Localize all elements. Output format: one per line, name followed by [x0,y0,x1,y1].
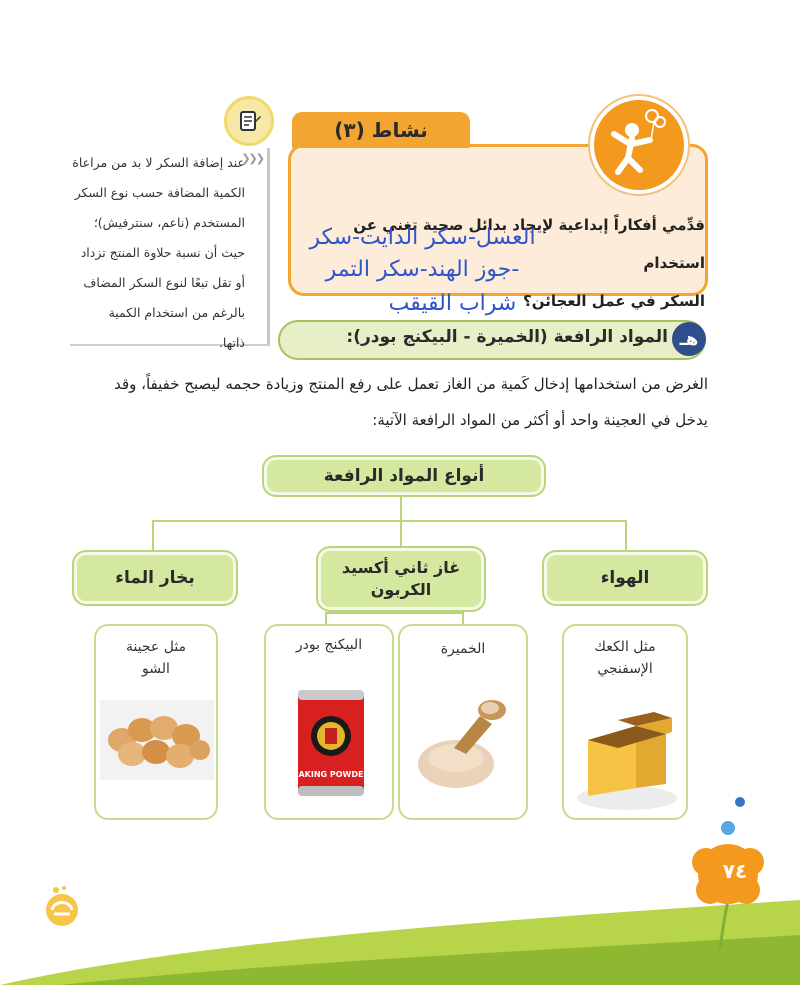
activity-title: نشاط (٣) [292,112,470,148]
category-steam: بخار الماء [74,552,236,604]
category-co2: غاز ثاني أكسيد الكربون [318,548,484,610]
side-note-line: الكمية المضافة حسب نوع السكر [74,185,245,200]
chevrons-icon: ❯❯❯ [241,152,263,165]
side-note-line: عند إضافة السكر لا بد من مراعاة [72,155,245,170]
baking-powder-can-image [292,686,370,800]
side-note-line: بالرغم من استخدام الكمية [108,305,245,320]
connector-line [152,520,154,552]
side-note-text [67,148,245,358]
activity-badge [590,96,688,194]
section-letter: هـ [672,322,706,356]
side-note-line: أو تقل تبعًا لنوع السكر المضاف [83,275,245,290]
card-sponge-cake [562,624,688,820]
side-note [70,148,270,350]
handwritten-answer-line: جوز الهند-سكر التمر- [325,257,520,282]
card-yeast [398,624,528,820]
card-choux-pastry [94,624,218,820]
card-label: الخميرة [440,641,486,657]
page-number: ٧٤ [722,859,748,883]
product-label: BAKING POWDER [292,770,370,779]
connector-line [400,520,402,548]
side-note-line: ذاتها. [218,335,245,350]
note-icon [224,96,274,146]
celebrating-person-icon [594,100,684,190]
card-label: البيكنج بودر [295,637,363,653]
section-paragraph [60,366,708,438]
publisher-logo-icon [42,884,82,930]
handwritten-answer-line: العسل-سكر الدايت-سكر [309,225,536,250]
connector-line [400,495,402,521]
card-label: مثل عجينة الشو [125,639,187,677]
sponge-cake-image [574,700,680,812]
side-note-line: حيث أن نسبة حلاوة المنتج تزداد [80,245,245,260]
card-label: مثل الكعك الإسفنجي [594,639,656,677]
handwritten-answer-line: شراب القيقب [388,291,517,316]
paragraph-line: الغرض من استخدامها إدخال كَمية من الغاز تعمل على رفع المنتج وزيادة حجمه ليصبح خفيفاً، وقد [114,375,708,393]
card-baking-powder [264,624,394,820]
section-title: المواد الرافعة (الخميرة - البيكنج بودر): [346,327,668,347]
connector-line [625,520,627,552]
question-line: السكر في عمل العجائن؟ [523,292,705,310]
category-air: الهواء [544,552,706,604]
connector-line [152,520,626,522]
diagram-root: أنواع المواد الرافعة [264,457,544,495]
choux-pastry-image [100,700,214,780]
question-line: قدِّمي أفكاراً إبداعية لإيجاد بدائل صحية تغني عن استخدام [353,216,705,272]
connector-line [325,612,463,614]
yeast-image [414,692,516,796]
side-note-line: المستخدم (ناعم، سنترفيش)؛ [93,215,245,230]
paragraph-line: يدخل في العجينة واحد أو أكثر من المواد الرافعة الآتية: [372,411,708,429]
